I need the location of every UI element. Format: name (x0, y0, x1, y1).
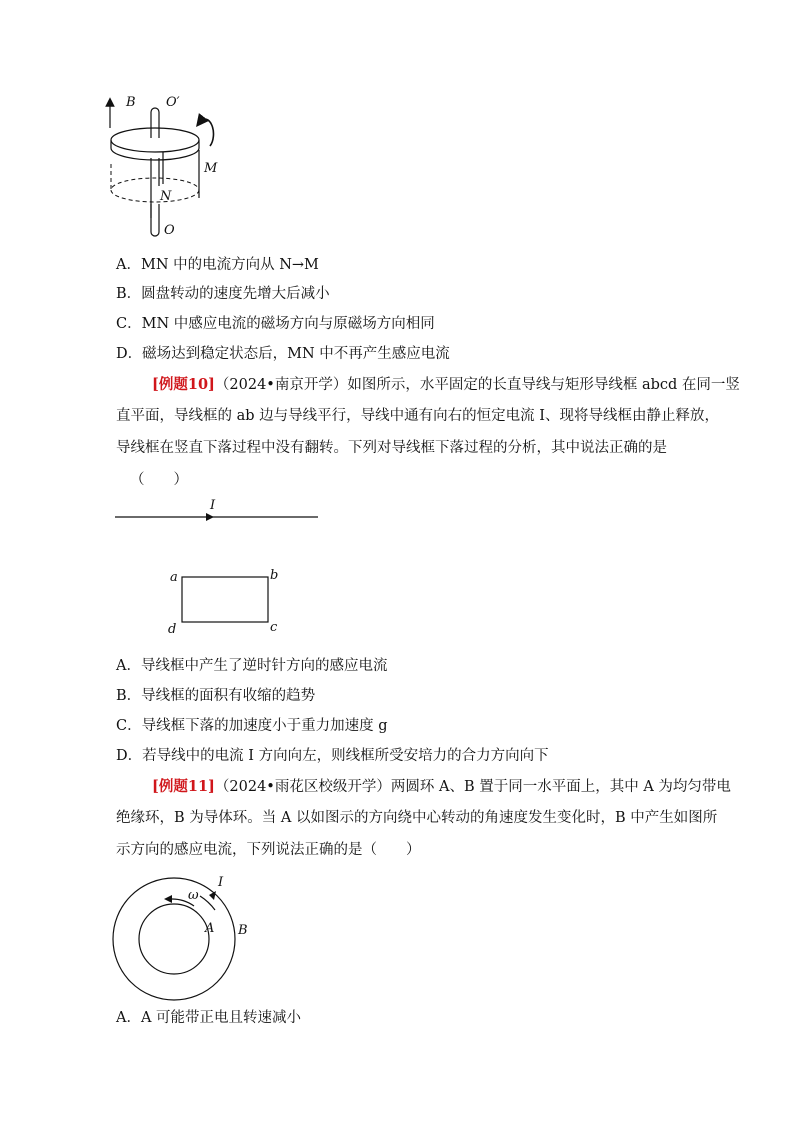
wire-and-frame-figure (110, 495, 330, 645)
label-I: I (218, 875, 224, 890)
label-current-I: I (210, 498, 216, 513)
label-O-prime: O′ (166, 95, 180, 110)
label-M: M (204, 161, 218, 176)
q10-stem-line-1: [例题10]（2024•南京开学）如图所示，水平固定的长直导线与矩形导线框 abcd 在同一竖 (152, 376, 740, 393)
q11-stem-line-1: [例题11]（2024•雨花区校级开学）两圆环 A、B 置于同一水平面上，其中 A 为均匀带电 (152, 778, 731, 795)
label-B: B (126, 95, 136, 110)
q10-option-a: A．导线框中产生了逆时针方向的感应电流 (116, 658, 388, 674)
q11-option-a: A．A 可能带正电且转速减小 (116, 1010, 302, 1026)
q11-stem-line-3: 示方向的感应电流，下列说法正确的是（ ） (116, 842, 421, 858)
concentric-rings-figure (108, 870, 268, 1010)
q9-option-d: D．磁场达到稳定状态后，MN 中不再产生感应电流 (116, 346, 450, 362)
label-A: A (205, 921, 215, 936)
rotating-disc-figure (100, 88, 240, 248)
q9-option-c: C．MN 中感应电流的磁场方向与原磁场方向相同 (116, 316, 435, 332)
label-omega: ω (188, 888, 199, 903)
q10-stem-line-2: 直平面，导线框的 ab 边与导线平行，导线中通有向右的恒定电流 I、现将导线框由静止释放， (116, 408, 719, 424)
q9-option-b: B．圆盘转动的速度先增大后减小 (116, 286, 330, 302)
label-O: O (164, 223, 175, 238)
q11-stem-line-2: 绝缘环，B 为导体环。当 A 以如图示的方向绕中心转动的角速度发生变化时，B 中产生如图所 (116, 810, 718, 826)
q10-option-b: B．导线框的面积有收缩的趋势 (116, 688, 316, 704)
label-N: N (160, 189, 172, 204)
q10-option-d: D．若导线中的电流 I 方向向左，则线框所受安培力的合力方向向下 (116, 748, 549, 764)
q10-option-c: C．导线框下落的加速度小于重力加速度 g (116, 718, 388, 734)
q11-tag: [例题11] (152, 778, 215, 795)
label-d: d (168, 622, 177, 637)
q9-option-a: A．MN 中的电流方向从 N→M (116, 257, 319, 273)
q10-tag: [例题10] (152, 376, 215, 393)
label-b: b (270, 568, 279, 583)
label-B-ring: B (238, 923, 248, 938)
label-c: c (270, 620, 278, 635)
q10-answer-blank: （ ） (130, 472, 188, 488)
q10-stem-line-3: 导线框在竖直下落过程中没有翻转。下列对导线框下落过程的分析，其中说法正确的是 (116, 440, 667, 456)
label-a: a (170, 570, 178, 585)
